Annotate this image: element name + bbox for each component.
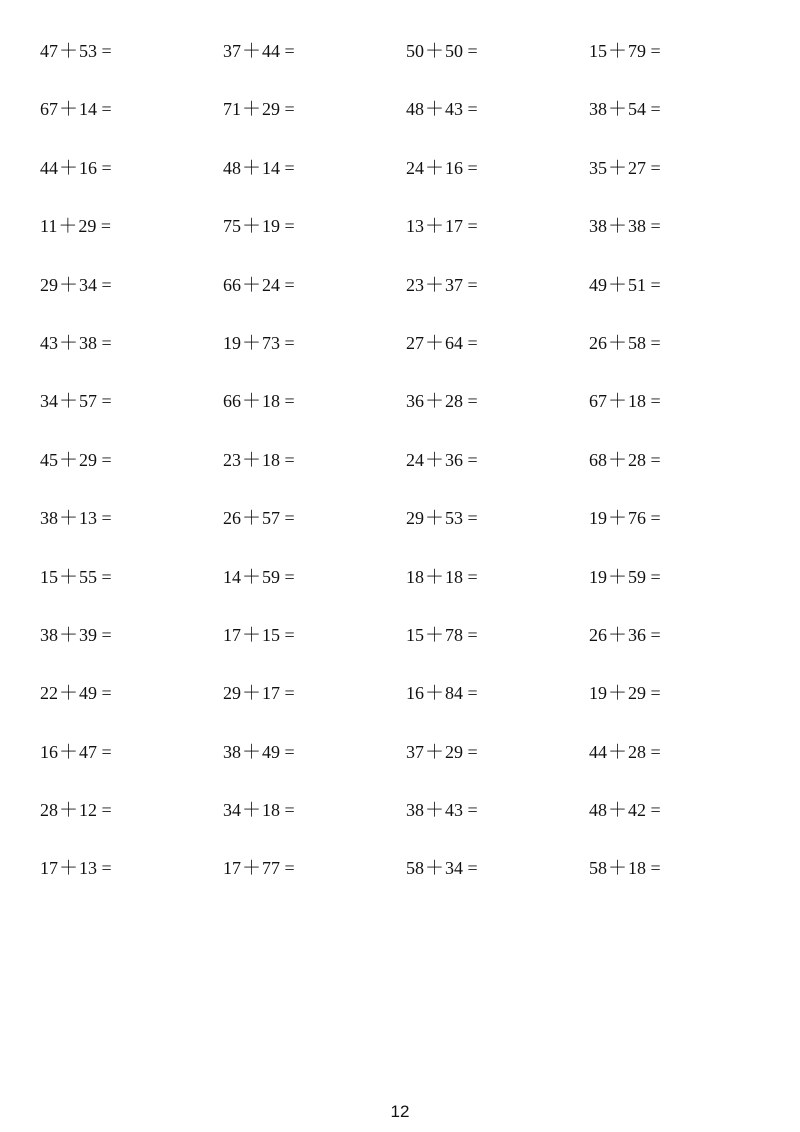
addition-problem: 19＋73 = — [223, 331, 295, 354]
addition-problem: 11＋29 = — [40, 215, 112, 238]
problem-row — [40, 328, 780, 386]
addition-problem: 18＋18 = — [406, 565, 478, 588]
addition-problem: 48＋42 = — [589, 799, 661, 822]
page-number: 12 — [390, 1102, 410, 1121]
problem-row — [40, 737, 780, 795]
addition-problem: 68＋28 = — [589, 448, 661, 471]
addition-problem: 66＋24 = — [223, 273, 295, 296]
problem-row — [40, 36, 780, 94]
addition-problem: 19＋76 = — [589, 507, 661, 530]
addition-problem: 48＋43 = — [406, 98, 478, 121]
addition-problem: 17＋13 = — [40, 857, 112, 880]
addition-problem: 17＋77 = — [223, 857, 295, 880]
addition-problem: 34＋18 = — [223, 799, 295, 822]
problem-row — [40, 153, 780, 211]
addition-problem: 13＋17 = — [406, 215, 478, 238]
addition-problem: 34＋57 = — [40, 390, 112, 413]
addition-problem: 66＋18 = — [223, 390, 295, 413]
addition-problem: 71＋29 = — [223, 98, 295, 121]
addition-problem: 23＋18 = — [223, 448, 295, 471]
addition-problem: 50＋50 = — [406, 40, 478, 62]
addition-problem: 48＋14 = — [223, 156, 295, 179]
addition-problem: 38＋54 = — [589, 98, 661, 121]
addition-problem: 43＋38 = — [40, 331, 112, 354]
addition-problem: 67＋14 = — [40, 98, 112, 121]
addition-problem: 75＋19 = — [223, 215, 295, 238]
problem-row — [40, 795, 780, 853]
problem-row — [40, 562, 780, 620]
addition-problem: 58＋34 = — [406, 857, 478, 880]
addition-problem: 24＋16 = — [406, 156, 478, 179]
problem-row — [40, 211, 780, 269]
addition-problem: 44＋28 = — [589, 740, 661, 763]
addition-problem: 29＋34 = — [40, 273, 112, 296]
addition-problem: 38＋39 = — [40, 623, 112, 646]
addition-worksheet — [40, 36, 780, 912]
addition-problem: 67＋18 = — [589, 390, 661, 413]
problem-row — [40, 620, 780, 678]
problem-row — [40, 94, 780, 152]
addition-problem: 37＋29 = — [406, 740, 478, 763]
addition-problem: 24＋36 = — [406, 448, 478, 471]
addition-problem: 14＋59 = — [223, 565, 295, 588]
addition-problem: 15＋78 = — [406, 623, 478, 646]
problem-row — [40, 853, 780, 911]
addition-problem: 16＋47 = — [40, 740, 112, 763]
problem-row — [40, 503, 780, 561]
addition-problem: 29＋17 = — [223, 682, 295, 705]
addition-problem: 22＋49 = — [40, 682, 112, 705]
addition-problem: 15＋55 = — [40, 565, 112, 588]
addition-problem: 38＋49 = — [223, 740, 295, 763]
addition-problem: 28＋12 = — [40, 799, 112, 822]
addition-problem: 29＋53 = — [406, 507, 478, 530]
addition-problem: 26＋57 = — [223, 507, 295, 530]
addition-problem: 27＋64 = — [406, 331, 478, 354]
addition-problem: 38＋38 = — [589, 215, 661, 238]
problem-row — [40, 270, 780, 328]
addition-problem: 45＋29 = — [40, 448, 112, 471]
addition-problem: 58＋18 = — [589, 857, 661, 880]
addition-problem: 44＋16 = — [40, 156, 112, 179]
addition-problem: 19＋59 = — [589, 565, 661, 588]
addition-problem: 49＋51 = — [589, 273, 661, 296]
addition-problem: 17＋15 = — [223, 623, 295, 646]
addition-problem: 16＋84 = — [406, 682, 478, 705]
addition-problem: 15＋79 = — [589, 40, 661, 62]
problem-row — [40, 445, 780, 503]
problem-row — [40, 678, 780, 736]
problem-row — [40, 386, 780, 444]
addition-problem: 26＋58 = — [589, 331, 661, 354]
addition-problem: 38＋13 = — [40, 507, 112, 530]
addition-problem: 19＋29 = — [589, 682, 661, 705]
addition-problem: 37＋44 = — [223, 40, 295, 62]
addition-problem: 23＋37 = — [406, 273, 478, 296]
addition-problem: 47＋53 = — [40, 40, 112, 62]
addition-problem: 26＋36 = — [589, 623, 661, 646]
addition-problem: 35＋27 = — [589, 156, 661, 179]
addition-problem: 38＋43 = — [406, 799, 478, 822]
addition-problem: 36＋28 = — [406, 390, 478, 413]
